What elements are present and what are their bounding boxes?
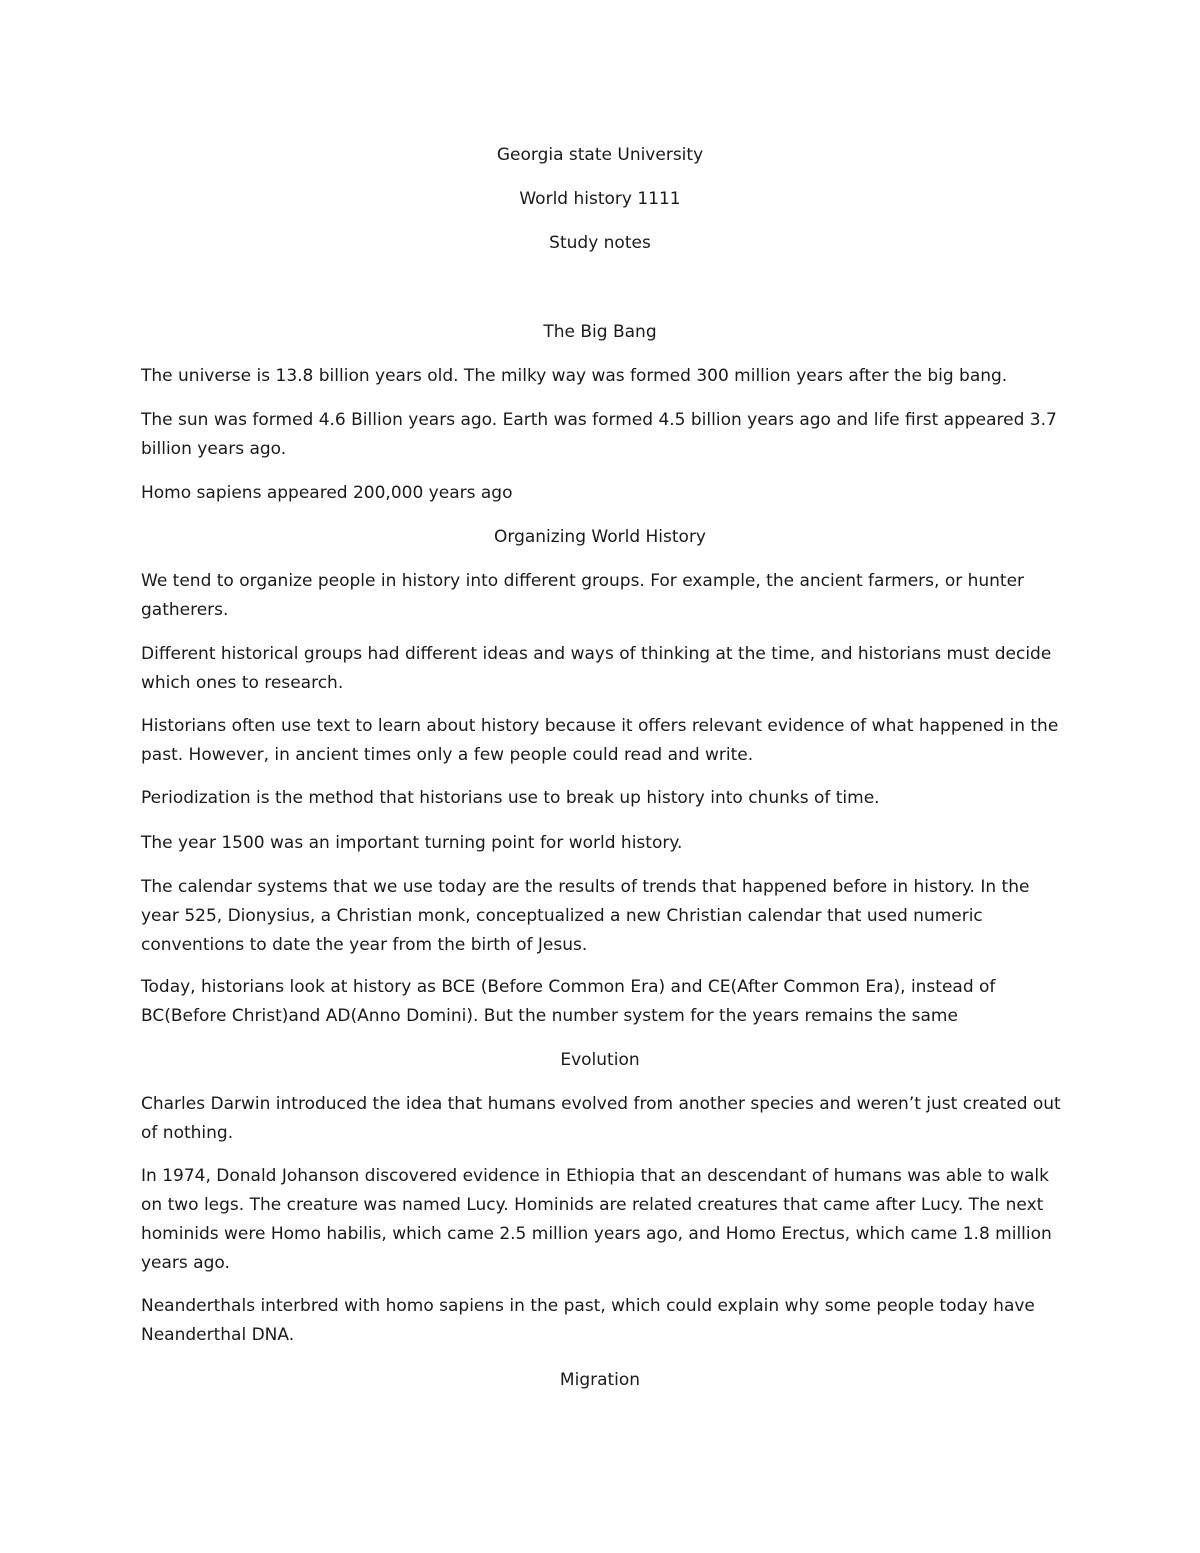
paragraph: The calendar systems that we use today are the results of trends that happened before in history. In the year 525, Dionysius, a Christian monk, conceptualized a new Christian calendar that used numeric conventions to date the year from the birth of Jesus. [141,877,1030,955]
paragraph: Charles Darwin introduced the idea that humans evolved from another species and weren’t just created out of nothing. [141,1094,1061,1143]
section-heading-migration: Migration [559,1370,641,1390]
paragraph: Periodization is the method that historians use to break up history into chunks of time. [141,788,880,808]
section-heading-evolution: Evolution [560,1050,640,1070]
paragraph: The universe is 13.8 billion years old. The milky way was formed 300 million years after the big bang. [141,366,1008,386]
institution-line: Georgia state University [496,145,704,165]
paragraph: The year 1500 was an important turning point for world history. [141,833,683,853]
section-heading-organizing: Organizing World History [494,527,706,547]
paragraph: Different historical groups had different ideas and ways of thinking at the time, and historians must decide which ones to research. [141,644,1052,693]
paragraph: We tend to organize people in history into different groups. For example, the ancient farmers, or hunter gatherers. [141,571,1025,620]
paragraph: Homo sapiens appeared 200,000 years ago [141,483,513,503]
paragraph: Neanderthals interbred with homo sapiens in the past, which could explain why some people today have Neanderthal DNA. [141,1296,1035,1345]
course-line: World history 1111 [519,189,681,209]
paragraph: Today, historians look at history as BCE (Before Common Era) and CE(After Common Era), instead of BC(Before Christ)and AD(Anno Domini). But the number system for the years remains the same [141,977,996,1026]
doc-type-line: Study notes [549,233,651,253]
paragraph: The sun was formed 4.6 Billion years ago. Earth was formed 4.5 billion years ago and life first appeared 3.7 billion years ago. [141,410,1057,459]
paragraph: Historians often use text to learn about history because it offers relevant evidence of what happened in the past. However, in ancient times only a few people could read and write. [141,716,1059,765]
paragraph: In 1974, Donald Johanson discovered evidence in Ethiopia that an descendant of humans was able to walk on two legs. The creature was named Lucy. Hominids are related creatures that came after Lucy. The next hominids were Homo habilis, which came 2.5 million years ago, and Homo Erectus, which came 1.8 million years ago. [141,1166,1052,1273]
section-heading-big-bang: The Big Bang [543,322,657,342]
